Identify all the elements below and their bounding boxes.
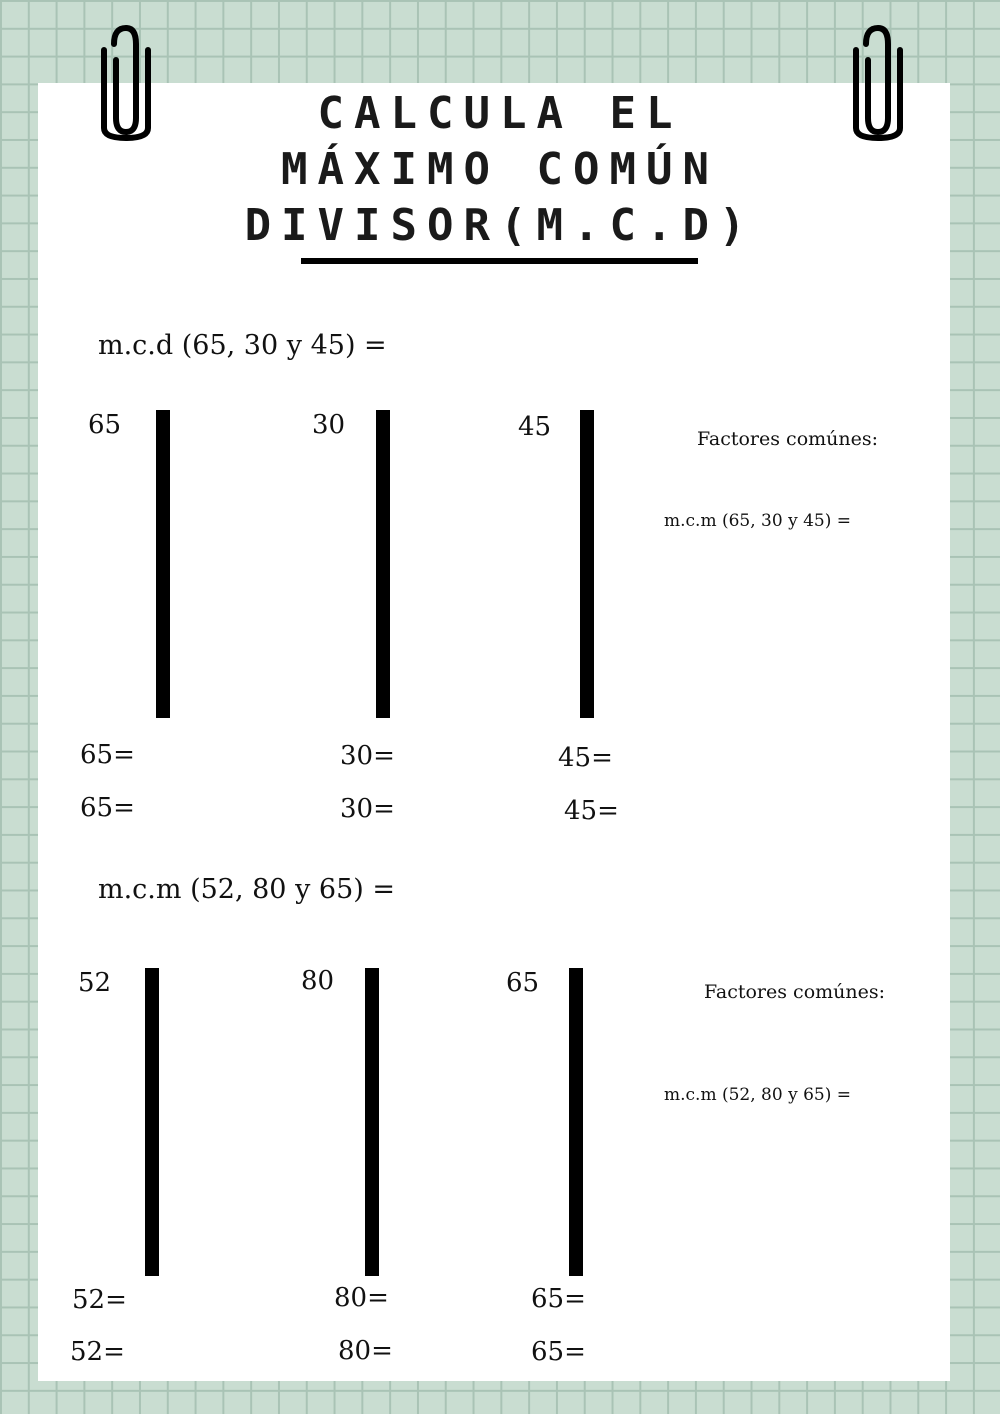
division-bar xyxy=(376,410,390,718)
section2-col1-row1: 52= xyxy=(72,1285,127,1315)
section2-col3-top: 65 xyxy=(506,968,540,998)
section1-col1-top: 65 xyxy=(88,410,122,440)
section1-col1-row1: 65= xyxy=(80,740,135,770)
section1-col3-top: 45 xyxy=(518,412,552,442)
title-line: MÁXIMO COMÚN xyxy=(281,144,719,195)
division-bar xyxy=(156,410,170,718)
section1-result-expression: m.c.m (65, 30 y 45) = xyxy=(664,511,851,531)
title-line: CALCULA EL xyxy=(317,88,683,139)
section2-col1-top: 52 xyxy=(78,968,112,998)
paperclip-icon xyxy=(846,20,910,142)
title-underline xyxy=(301,258,698,264)
paperclip-icon xyxy=(94,20,158,142)
section2-heading: m.c.m (52, 80 y 65) = xyxy=(98,874,395,905)
division-bar xyxy=(365,968,379,1276)
division-bar xyxy=(569,968,583,1276)
section2-col2-top: 80 xyxy=(301,966,335,996)
division-bar xyxy=(580,410,594,718)
section1-common-factors-label: Factores comúnes: xyxy=(697,428,879,450)
section2-result-expression: m.c.m (52, 80 y 65) = xyxy=(664,1085,851,1105)
section2-col3-row2: 65= xyxy=(531,1337,586,1367)
section2-col2-row1: 80= xyxy=(334,1283,389,1313)
section1-col2-row2: 30= xyxy=(340,794,395,824)
title-line: DIVISOR(M.C.D) xyxy=(244,200,756,251)
section1-col1-row2: 65= xyxy=(80,793,135,823)
section1-col2-top: 30 xyxy=(312,410,346,440)
section1-heading: m.c.d (65, 30 y 45) = xyxy=(98,330,387,361)
section1-col3-row2: 45= xyxy=(564,796,619,826)
worksheet-page xyxy=(38,83,950,1381)
section2-col1-row2: 52= xyxy=(70,1337,125,1367)
page-title xyxy=(200,86,800,254)
section2-col2-row2: 80= xyxy=(338,1336,393,1366)
section1-col3-row1: 45= xyxy=(558,743,613,773)
section2-col3-row1: 65= xyxy=(531,1284,586,1314)
section2-common-factors-label: Factores comúnes: xyxy=(704,981,886,1003)
division-bar xyxy=(145,968,159,1276)
section1-col2-row1: 30= xyxy=(340,741,395,771)
